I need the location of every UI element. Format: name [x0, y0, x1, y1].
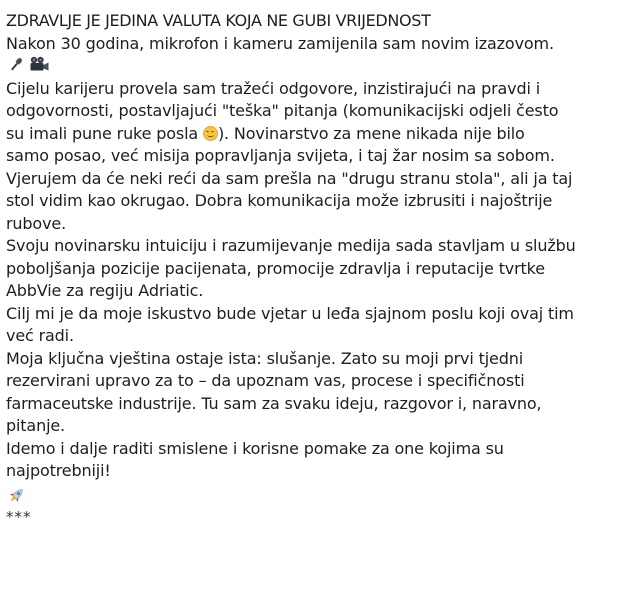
post-line: rubove. — [6, 213, 67, 233]
microphone-icon — [6, 55, 26, 77]
post-body — [6, 10, 618, 525]
post-line: samo posao, već misija popravljanja svijeta, i taj žar nosim sa sobom. — [6, 146, 555, 165]
rocket-icon — [6, 486, 26, 510]
post-headline: ZDRAVLJE JE JEDINA VALUTA KOJA NE GUBI VRIJEDNOST — [6, 11, 431, 30]
post-line: odgovornosti, postavljajući "teška" pitanja (komunikacijski odjeli često — [6, 101, 559, 120]
post-line: farmaceutske industrije. Tu sam za svaku ideju, razgovor i, naravno, — [6, 393, 542, 413]
post-line: poboljšanja pozicije pacijenata, promocije zdravlja i reputacije tvrtke — [6, 258, 545, 278]
post-line: Vjerujem da će neki reći da sam prešla na "drugu stranu stola", ali ja taj — [6, 168, 573, 188]
post-line: AbbVie za regiju Adriatic. — [6, 281, 204, 300]
post-line: Nakon 30 godina, mikrofon i kameru zamijenila sam novim izazovom. — [6, 33, 554, 53]
post-line: rezervirani upravo za to – da upoznam vas, procese i specifičnosti — [6, 371, 525, 390]
post-line: Idemo i dalje raditi smislene i korisne pomake za one kojima su — [6, 438, 504, 458]
post-line: već radi. — [6, 326, 74, 345]
post-line-part: ). Novinarstvo za mene nikada nije bilo — [217, 123, 525, 143]
post-line: najpotrebniji! — [6, 461, 111, 480]
smiling-face-icon — [203, 126, 218, 141]
post-line — [6, 123, 618, 146]
post-separator: *** — [6, 508, 32, 526]
movie-camera-icon — [28, 55, 50, 77]
post-line: Cilj mi je da moje iskustvo bude vjetar u leđa sjajnom poslu koji ovaj tim — [6, 303, 574, 323]
post-line: Moja ključna vještina ostaje ista: slušanje. Zato su moji prvi tjedni — [6, 348, 523, 368]
post-line: pitanje. — [6, 416, 65, 435]
post-line: Cijelu karijeru provela sam tražeći odgovore, inzistirajući na pravdi i — [6, 78, 541, 98]
emoji-row-rocket — [6, 487, 618, 510]
post-line-part: su imali pune ruke posla — [6, 123, 199, 143]
emoji-row-media — [6, 55, 618, 78]
post-line: Svoju novinarsku intuiciju i razumijevanje medija sada stavljam u službu — [6, 236, 576, 255]
post-line: stol vidim kao okrugao. Dobra komunikacija može izbrusiti i najoštrije — [6, 191, 553, 210]
